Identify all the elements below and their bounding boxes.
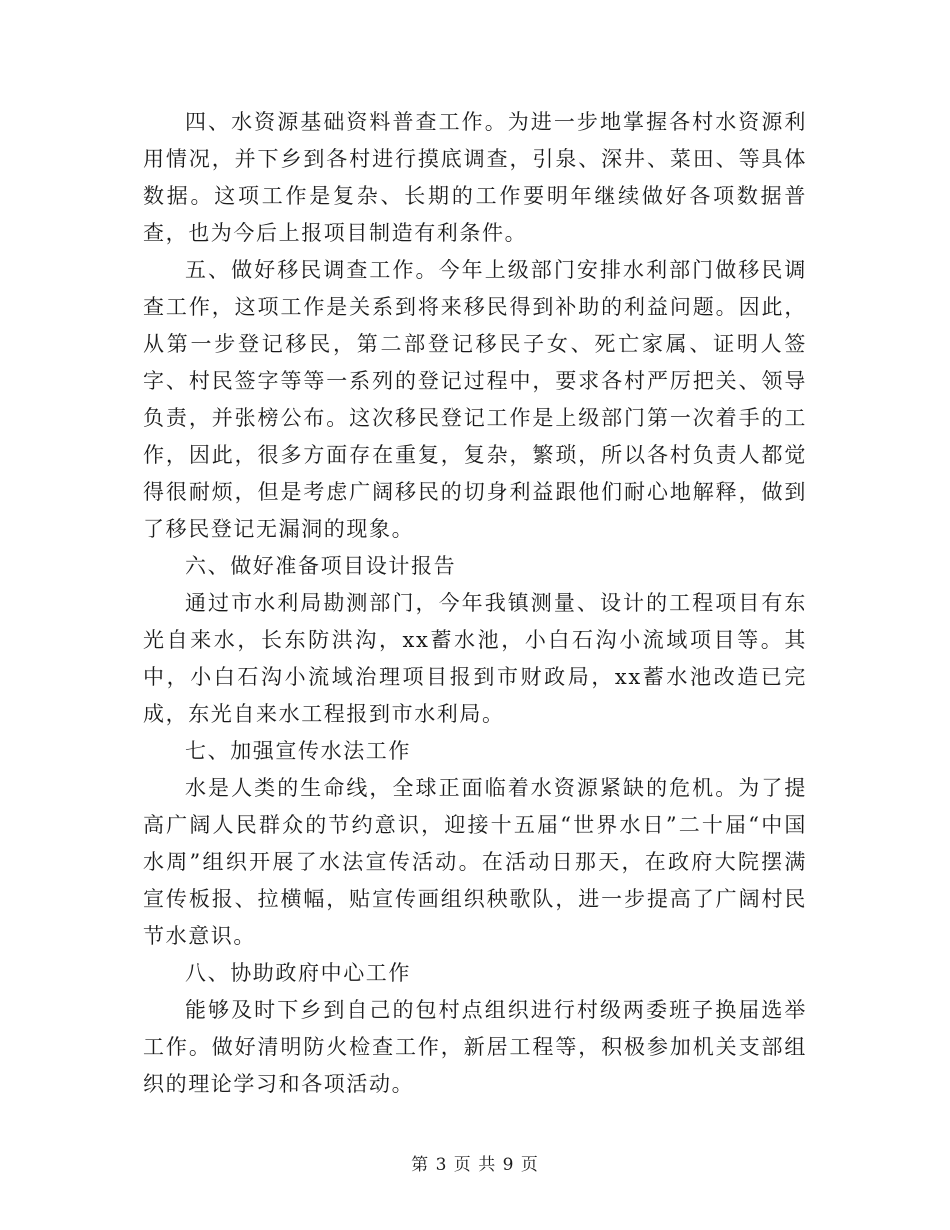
heading-water-law-publicity: 七、加强宣传水法工作 (185, 739, 411, 763)
page-number-footer: 第 3 页 共 9 页 (411, 1155, 539, 1175)
document-body (143, 104, 807, 1103)
paragraph-assist-government: 能够及时下乡到自己的包村点组织进行村级两委班子换届选举工作。做好清明防火检查工作，新居工程等，积极参加机关支部组织的理论学习和各项活动。 (143, 998, 807, 1096)
paragraph-engineering-projects: 通过市水利局勘测部门，今年我镇测量、设计的工程项目有东光自来水，长东防洪沟，xx蓄水池，小白石沟小流域项目等。其中，小白石沟小流域治理项目报到市财政局，xx蓄水池改造已完成，东光自来水工程报到市水利局。 (143, 591, 807, 726)
paragraph-water-resources-survey: 四、水资源基础资料普查工作。为进一步地掌握各村水资源利用情况，并下乡到各村进行摸底调查，引泉、深井、菜田、等具体数据。这项工作是复杂、长期的工作要明年继续做好各项数据普查，也为今后上报项目制造有利条件。 (143, 110, 807, 245)
paragraph-migrant-survey: 五、做好移民调查工作。今年上级部门安排水利部门做移民调查工作，这项工作是关系到将来移民得到补助的利益问题。因此，从第一步登记移民，第二部登记移民子女、死亡家属、证明人签字、村民签字等等一系列的登记过程中，要求各村严厉把关、领导负责，并张榜公布。这次移民登记工作是上级部门第一次着手的工作，因此，很多方面存在重复，复杂，繁琐，所以各村负责人都觉得很耐烦，但是考虑广阔移民的切身利益跟他们耐心地解释，做到了移民登记无漏洞的现象。 (143, 258, 807, 541)
paragraph-water-law-publicity: 水是人类的生命线，全球正面临着水资源紧缺的危机。为了提高广阔人民群众的节约意识，迎接十五届“世界水日”二十届“中国水周”组织开展了水法宣传活动。在活动日那天，在政府大院摆满宣传板报、拉横幅，贴宣传画组织秧歌队，进一步提高了广阔村民节水意识。 (143, 776, 807, 948)
heading-assist-government: 八、协助政府中心工作 (185, 961, 411, 985)
heading-project-design-report: 六、做好准备项目设计报告 (185, 554, 457, 578)
